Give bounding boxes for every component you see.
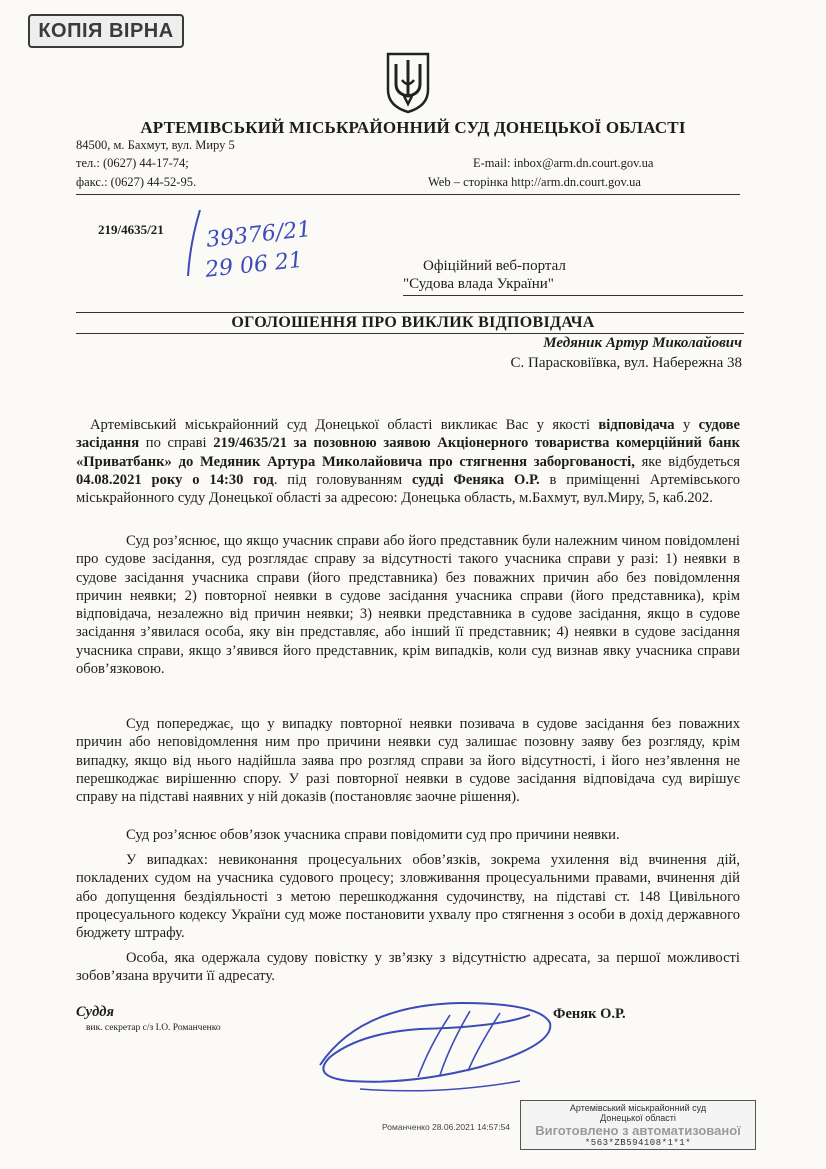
warning-paragraph: Суд попереджає, що у випадку повторної неявки позивача в судове засідання без поважних причин або неповідомлення ним про причини неявки суд залишає позовну заяву без розгляду, крім випадку, якщо від нього надійшла заява про розгляд справи за його відсутності, і його нез’явлення не перешкоджає вирішенню спору. У разі повторної неявки в судове засідання відповідача суд вирішує справу на підставі наявних у ній доказів (постановляє заочне рішення). [76, 716, 740, 806]
case-number: 219/4635/21 [98, 222, 164, 237]
stamp-barcode-code: *563*ZB594108*1*1* [584, 1138, 692, 1148]
announcement-title: ОГОЛОШЕННЯ ПРО ВИКЛИК ВІДПОВІДАЧА [231, 314, 595, 331]
court-address: 84500, м. Бахмут, вул. Миру 5 [76, 138, 235, 152]
summons-paragraph: Артемівський міськрайонний суд Донецької області викликає Вас у якості відповідача у судове засідання по справі 219/4635/21 за позовною заявою Акціонерного товариства комерційний банк «Приватбанк» до Медяник Артура Миколайовича про стягнення заборгованості, яке відбудеться 04.08.2021 року о 14:30 год. під головуванням судді Феняка О.Р. в приміщенні Артемівського міськрайонного суду Донецької області за адресою: Донецька область, м.Бахмут, вул.Миру, 5, каб.202. [76, 417, 741, 507]
recipient-portal-name: "Судова влада України" [403, 276, 554, 292]
stamp-region-line: Донецької області [600, 1113, 676, 1123]
penalty-paragraph: У випадках: невиконання процесуальних обов’язків, зокрема ухилення від вчинення дій, покладених судом на учасника судового процесу; зловживання процесуальними правами, вчинення дій або допущення бездіяльності з метою перешкоджання судочинству, на підставі ст. 148 Цивільного процесуального кодексу України суд може постановити ухвалу про стягнення з особи в дохід державного бюджету штрафу. [76, 852, 740, 942]
recipient-underline [403, 295, 743, 296]
court-fax: факс.: (0627) 44-52-95. [76, 175, 197, 189]
handwritten-date: 29 06 21 [204, 247, 305, 283]
handwritten-slash [184, 208, 204, 278]
recipient-portal: Офіційний веб-портал [423, 258, 566, 274]
footer-timestamp: Романченко 28.06.2021 14:57:54 [382, 1122, 511, 1132]
signature-role: Суддя [76, 1004, 114, 1020]
stamp-title: Виготовлено з автоматизованої [535, 1123, 741, 1138]
automation-stamp [520, 1100, 756, 1150]
secretary-name: вик. секретар с/з І.О. Романченко [86, 1023, 221, 1033]
stamp-court-line: Артемівський міськрайонний суд [569, 1103, 707, 1113]
duty-paragraph: Суд роз’яснює обов’язок учасника справи повідомити суд про причини неявки. [126, 827, 620, 843]
court-phone: тел.: (0627) 44-17-74; [76, 156, 189, 170]
title-top-rule [76, 312, 744, 313]
court-email: E-mail: inbox@arm.dn.court.gov.ua [473, 156, 654, 170]
copy-stamp: КОПІЯ ВІРНА [28, 14, 184, 48]
addressee-address: С. Парасковіївка, вул. Набережна 38 [510, 355, 742, 371]
signature-scribble [300, 985, 580, 1095]
header-divider [76, 194, 740, 195]
addressee-name: Медяник Артур Миколайович [543, 335, 742, 351]
trident-emblem-icon [384, 50, 432, 114]
court-name: АРТЕМІВСЬКИЙ МІСЬКРАЙОННИЙ СУД ДОНЕЦЬКОЇ ОБЛАСТІ [140, 118, 686, 137]
delivery-paragraph: Особа, яка одержала судову повістку у зв’язку з відсутністю адресата, за першої можливості зобов’язана вручити її адресату. [76, 950, 740, 985]
explanation-paragraph: Суд роз’яснює, що якщо учасник справи або його представник були належним чином повідомлені про судове засідання, суд розглядає справу за відсутності такого учасника справи у разі: 1) неявки в судове засідання учасника справи (його представника) без поважних причин або без повідомлення причин неявки; 2) повторної неявки в судове засідання учасника справи (його представника), крім відповідача, незалежно від причин неявки; 3) неявки представника в судове засідання, якщо в судове засідання з’явилася особа, яку він представляє, або інший її представник; 4) неявки в судове засідання учасника справи, якщо з’явився його представник, крім випадків, коли суд визнав явку учасника справи обов’язковою. [76, 533, 740, 678]
title-bottom-rule [76, 333, 744, 334]
handwritten-reg-number: 39376/21 [205, 216, 313, 253]
court-web: Web – сторінка http://arm.dn.court.gov.ua [428, 175, 641, 189]
judge-name: Феняк О.Р. [553, 1006, 626, 1022]
